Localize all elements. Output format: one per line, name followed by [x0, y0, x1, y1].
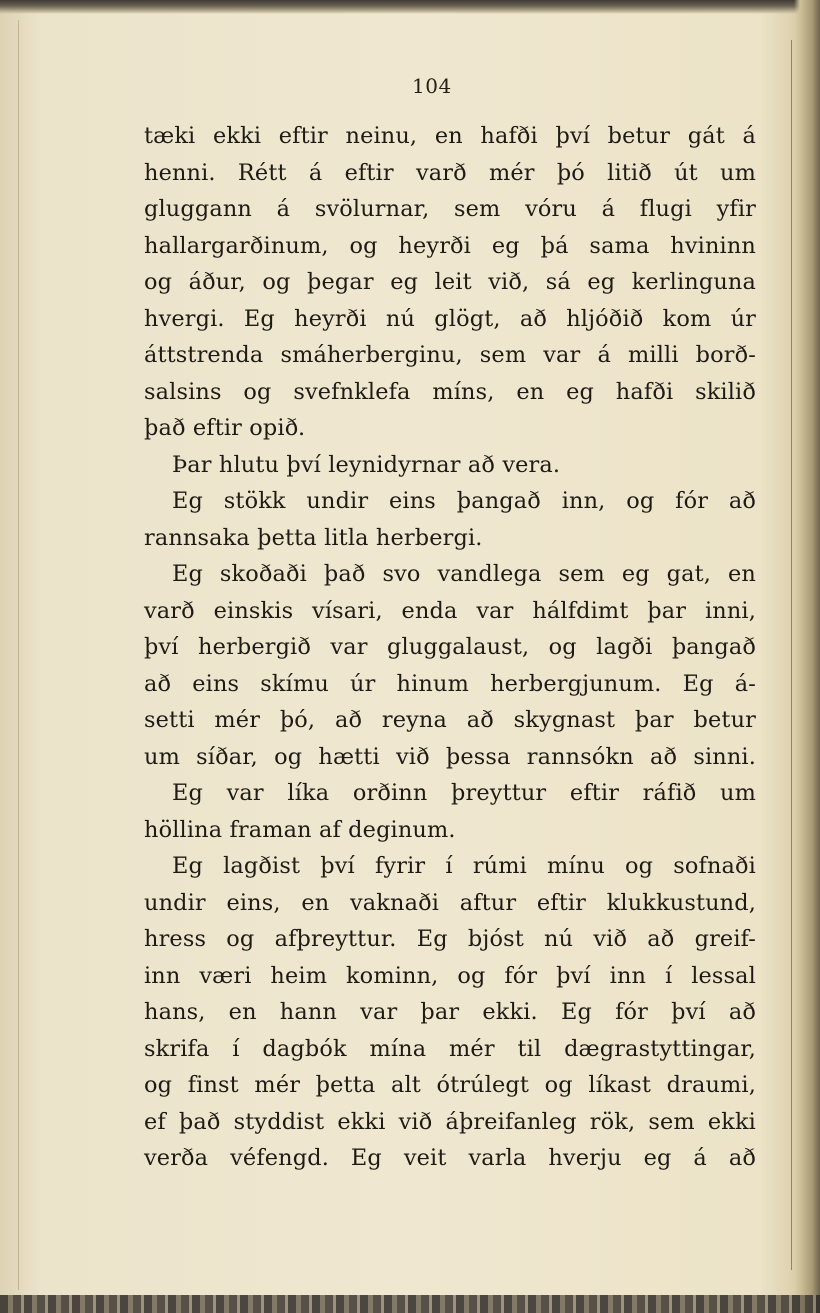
text-line: ef það styddist ekki við áþreifanleg rök, sem ekki: [144, 1108, 756, 1135]
text-line: Þar hlutu því leynidyrnar að vera.: [172, 451, 561, 478]
text-line: setti mér þó, að reyna að skygnast þar betur: [144, 707, 756, 733]
text-line: Eg lagðist því fyrir í rúmi mínu og sofnaði: [172, 853, 756, 879]
text-line: hvergi. Eg heyrði nú glögt, að hljóðið kom úr: [144, 305, 756, 332]
text-line: að eins skímu úr hinum herbergjunum. Eg á-: [144, 670, 756, 697]
text-line: verða véfengd. Eg veit varla hverju eg á að: [144, 1145, 756, 1171]
text-line: varð einskis vísari, enda var hálfdimt þar inni,: [144, 597, 756, 624]
body-text: [144, 118, 756, 1177]
text-line: því herbergið var gluggalaust, og lagði þangað: [144, 634, 756, 660]
page-number: 104: [412, 74, 452, 98]
text-line: um síðar, og hætti við þessa rannsókn að sinni.: [144, 743, 756, 770]
text-line: Eg stökk undir eins þangað inn, og fór að: [172, 488, 756, 514]
text-line: rannsaka þetta litla herbergi.: [144, 524, 483, 551]
text-line: höllina framan af deginum.: [144, 816, 456, 843]
text-line: undir eins, en vaknaði aftur eftir klukkustund,: [144, 889, 756, 916]
text-line: áttstrenda smáherberginu, sem var á milli borð-: [144, 342, 756, 368]
gutter-shadow: [18, 20, 19, 1290]
text-line: Eg var líka orðinn þreyttur eftir ráfið um: [172, 780, 756, 806]
text-line: henni. Rétt á eftir varð mér þó litið út um: [144, 159, 756, 186]
text-line: inn væri heim kominn, og fór því inn í lessal: [144, 962, 756, 989]
text-line: tæki ekki eftir neinu, en hafði því betur gát á: [144, 123, 756, 149]
text-line: skrifa í dagbók mína mér til dægrastyttingar,: [144, 1035, 756, 1062]
text-line: Eg skoðaði það svo vandlega sem eg gat, en: [172, 561, 756, 587]
text-line: það eftir opið.: [144, 415, 306, 441]
page-top-edge: [0, 0, 820, 14]
text-line: gluggann á svölurnar, sem vóru á flugi yfir: [144, 196, 756, 222]
page-right-edge: [794, 0, 820, 1313]
page-bottom-edge: [0, 1295, 820, 1313]
page-edge-line: [791, 40, 792, 1270]
text-line: og finst mér þetta alt ótrúlegt og líkast draumi,: [144, 1072, 756, 1098]
text-line: og áður, og þegar eg leit við, sá eg kerlinguna: [144, 269, 756, 295]
text-line: hallargarðinum, og heyrði eg þá sama hvininn: [144, 232, 756, 259]
text-line: salsins og svefnklefa míns, en eg hafði skilið: [144, 378, 756, 405]
text-line: hans, en hann var þar ekki. Eg fór því að: [144, 999, 756, 1025]
text-line: hress og afþreyttur. Eg bjóst nú við að greif-: [144, 926, 756, 952]
